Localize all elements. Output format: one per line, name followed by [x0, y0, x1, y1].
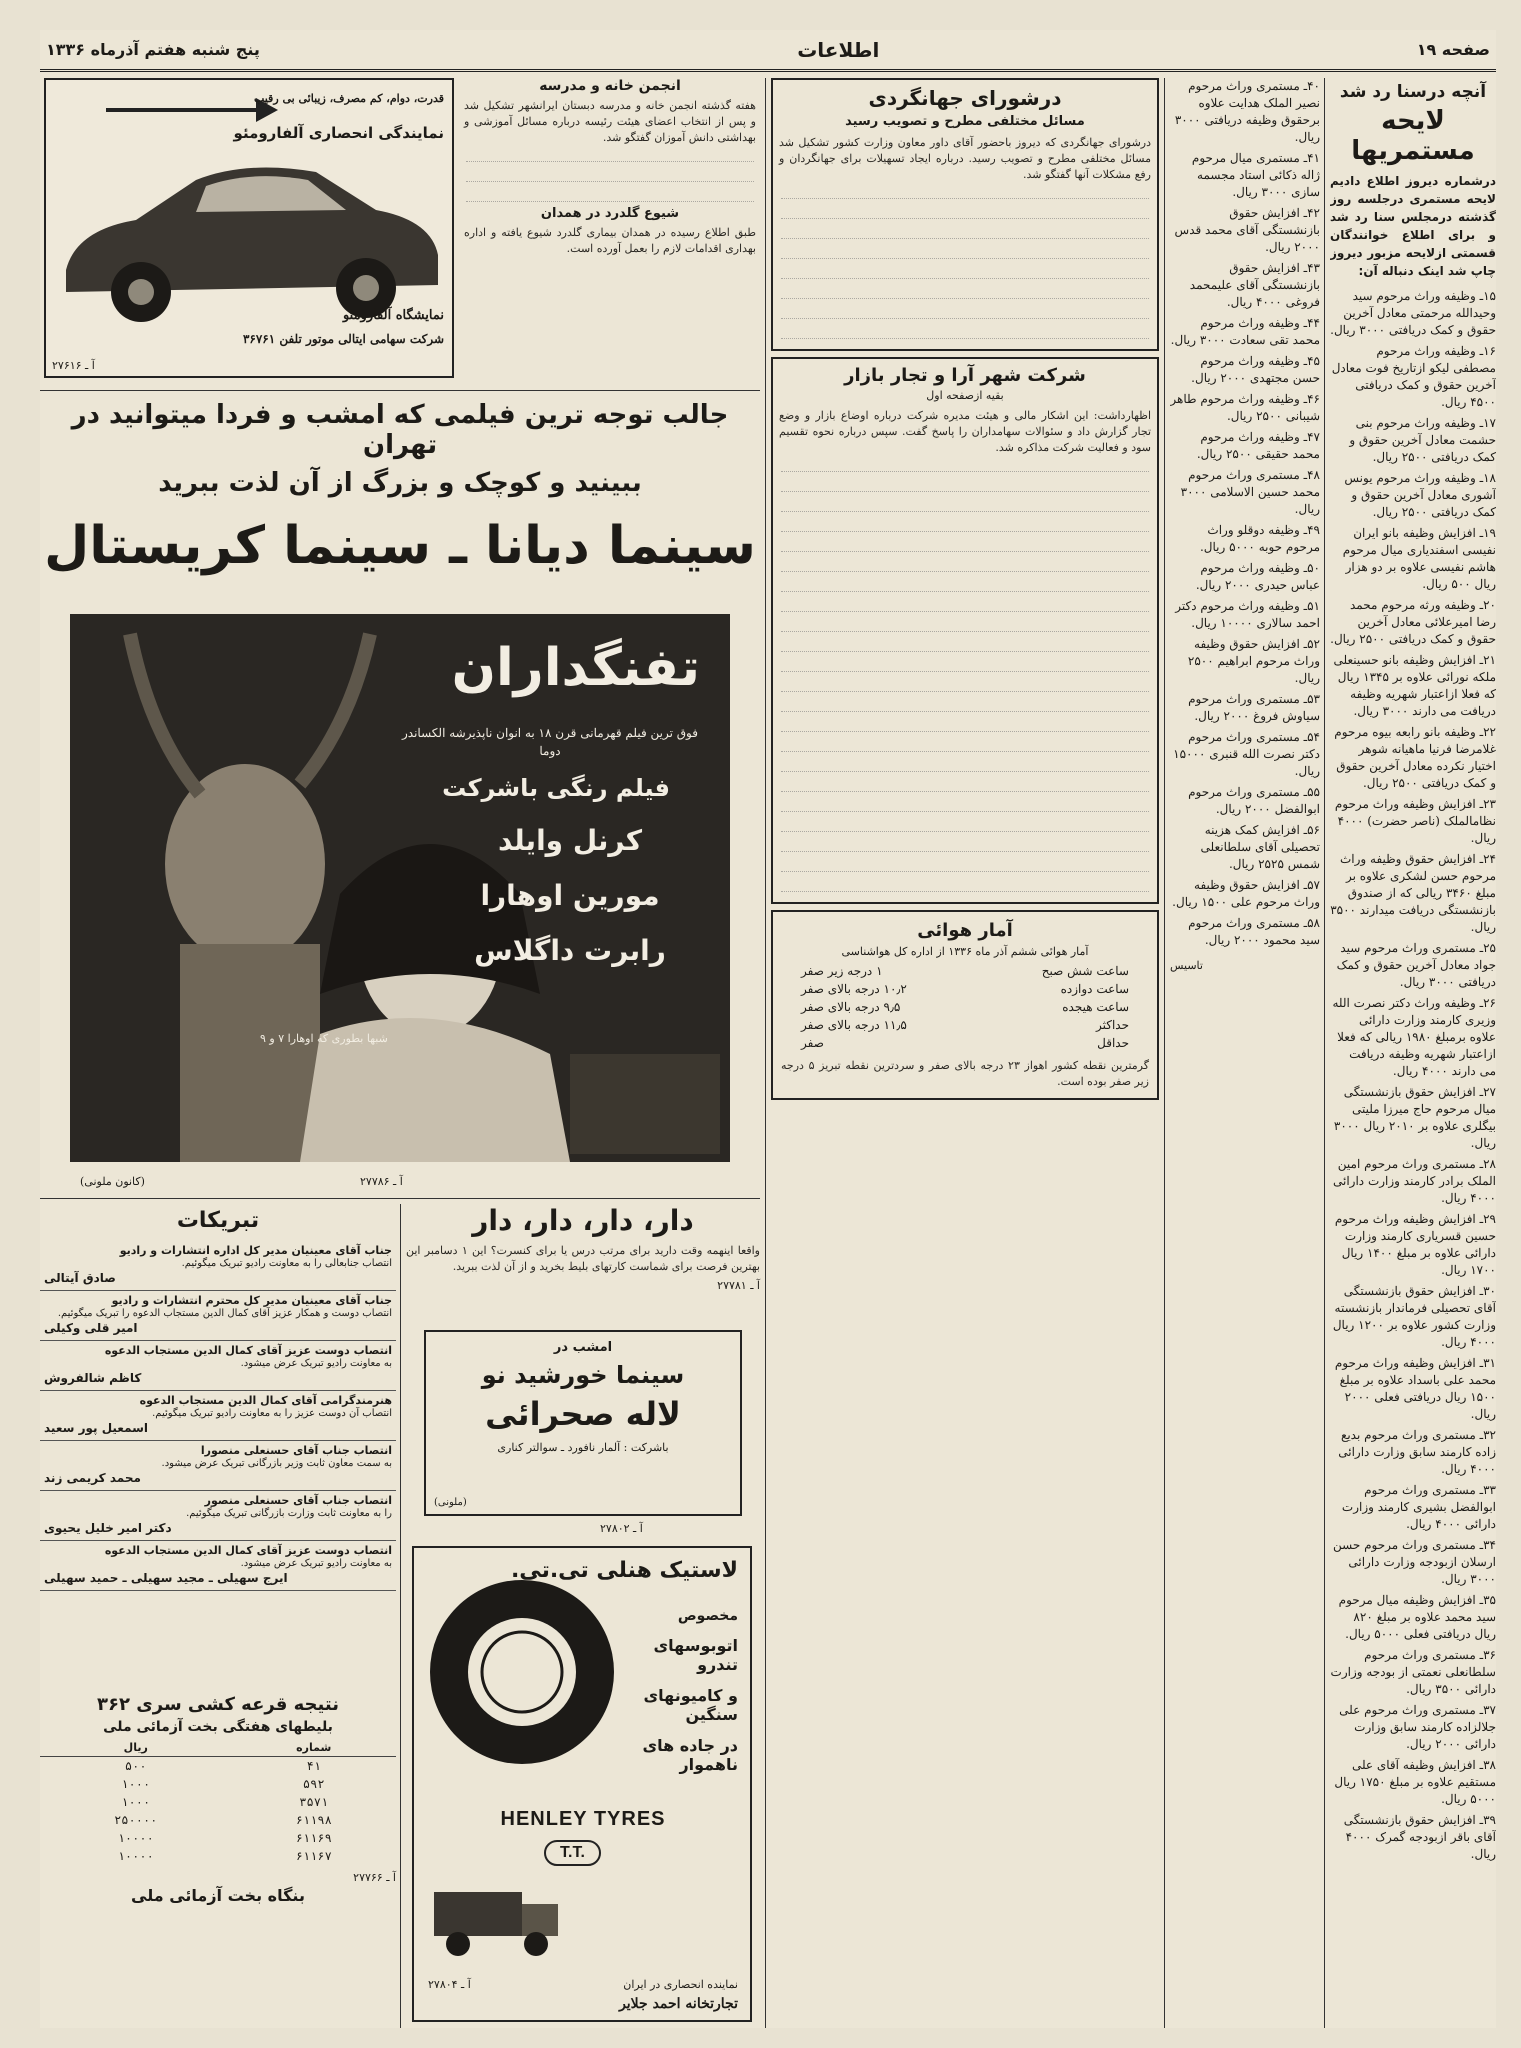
pension-footer: تاسیس [1170, 959, 1203, 972]
congrats-head: انتصاب جناب آقای حسنعلی منصورا [200, 1444, 392, 1457]
congrats-sign: دکتر امیر خلیل یحیوی [44, 1521, 172, 1535]
tyre-line: اتوبوسهای تندرو [653, 1636, 738, 1674]
column-rule [400, 1204, 401, 2028]
pension-item: ۳۷ـ مستمری وراث مرحوم علی جلالزاده کارمند سابق وزارت دارائی ۲۰۰۰ ریال. [1339, 1703, 1496, 1751]
congrats-body: را به معاونت ثابت وزارت بازرگانی تبریک میگوئیم. [186, 1508, 392, 1519]
pension-item: ۵۳ـ مستمری وراث مرحوم سیاوش فروغ ۲۰۰۰ ریال. [1188, 692, 1320, 723]
text-line-filler [781, 676, 1149, 692]
text-line-filler [781, 836, 1149, 852]
pension-lead: درشماره دیروز اطلاع دادیم لایحه مستمری درجلسه روز گذشته درمجلس سنا رد شد و برای اطلاع خوانندگان قسمتی ازلایحه مزبور دیروز چاپ شد اینک دنباله آن: [1330, 174, 1496, 278]
battle-scene [570, 1054, 720, 1154]
lottery-code: آ ـ ۲۷۷۶۶ [353, 1871, 396, 1884]
assoc-body: هفته گذشته انجمن خانه و مدرسه دبستان ایرانشهر تشکیل شد و پس از انتخاب اعضای هیئت رئیسه درباره مسائل آموزشی و بهداشتی دانش آموزان گفتگو شد. [464, 99, 756, 144]
pension-item: ۴۰ـ مستمری وراث مرحوم نصیر الملک هدایت علاوه برحقوق وظیفه دریافتی ۳۰۰۰ ریال. [1174, 79, 1320, 144]
congrats-head: انتصاب دوست عزیز آقای کمال الدین مستجاب الدعوه [104, 1344, 392, 1357]
car-dealer: نمایندگی انحصاری آلفارومئو [233, 124, 444, 142]
page-header [40, 30, 1496, 72]
text-line-filler [781, 243, 1149, 259]
weather-value: ۹٫۵ درجه بالای صفر [801, 1000, 901, 1014]
text-line-filler [466, 146, 754, 162]
khorshid-cinema: سینما خورشید نو [481, 1361, 685, 1389]
pension-item: ۵۴ـ مستمری وراث مرحوم دکتر نصرت الله قنبری ۱۵۰۰۰ ریال. [1173, 730, 1320, 778]
text-line-filler [781, 876, 1149, 892]
lottery-box [40, 1694, 396, 2024]
lottery-row [40, 1811, 396, 1829]
text-line-filler [781, 536, 1149, 552]
text-line-filler [781, 263, 1149, 279]
pension-item: ۳۸ـ افزایش وظیفه آقای علی مستقیم علاوه بر مبلغ ۱۷۵۰ ریال ۵۰۰۰ ریال. [1334, 1758, 1496, 1806]
cinema-studio: (کانون ملونی) [80, 1175, 145, 1188]
dar-code: آ ـ ۲۷۷۸۱ [717, 1279, 760, 1292]
lottery-row [40, 1793, 396, 1811]
congrats-head: انتصاب جناب آقای حسنعلی منصور [204, 1494, 392, 1507]
pension-item: ۲۳ـ افزایش وظیفه وراث مرحوم نظامالملک (ناصر حضرت) ۴۰۰۰ ریال. [1334, 797, 1496, 845]
pension-column-continued [1170, 78, 1320, 2028]
khorshid-film: لاله صحرائی [485, 1395, 681, 1433]
issue-date: پنج شنبه هفتم آذرماه ۱۳۳۶ [46, 40, 260, 59]
text-line-filler [781, 303, 1149, 319]
market-subtitle: بقیه ازصفحه اول [926, 389, 1004, 402]
film-schedule: شبها بطوری که اوهارا ۷ و ۹ [260, 1032, 388, 1045]
pension-item: ۲۷ـ افزایش حقوق بازنشستگی میال مرحوم حاج میرزا ملیتی بیگلری علاوه بر ۲۰۱۰ ریال ۳۰۰۰ ریال. [1333, 1085, 1496, 1150]
tyre-lines [608, 1608, 738, 1786]
car-ad-code: آ ـ ۲۷۶۱۶ [52, 359, 95, 372]
left-top-section [40, 78, 760, 388]
text-line-filler [781, 223, 1149, 239]
cinema-venues: سینما دیانا ـ سینما کریستال [44, 516, 756, 576]
lottery-table [40, 1739, 396, 1865]
lottery-cell: ۵۰۰ [124, 1759, 147, 1773]
car-hub [353, 275, 379, 301]
pension-item: ۴۴ـ وظیفه وراث مرحوم محمد تقی سعادت ۳۰۰۰ ریال. [1170, 316, 1320, 347]
lottery-cell: ۵۹۲ [302, 1777, 325, 1791]
congrats-entry [40, 1391, 396, 1441]
text-line-filler [781, 516, 1149, 532]
lottery-row [40, 1847, 396, 1865]
text-line-filler [781, 656, 1149, 672]
khorshid-tonight: امشب در [553, 1340, 613, 1355]
text-line-filler [781, 776, 1149, 792]
weather-label: حداقل [1097, 1036, 1129, 1050]
text-line-filler [781, 736, 1149, 752]
cinema-headline-1: جالب توجه ترین فیلمی که امشب و فردا میتوانید در تهران [71, 400, 729, 460]
pension-item: ۴۷ـ وظیفه وراث مرحوم محمد حقیقی ۲۵۰۰ ریال. [1196, 430, 1320, 461]
cinema-ad [40, 396, 760, 1196]
text-line-filler [781, 283, 1149, 299]
congrats-body: انتصاب آن دوست عزیز را به معاونت رادیو تبریک میگوئیم. [152, 1408, 392, 1419]
market-article [771, 357, 1159, 904]
congrats-entry [40, 1541, 396, 1591]
lottery-cell: ۴۱ [306, 1759, 321, 1773]
news-column [771, 78, 1159, 2028]
pension-list-continued [1170, 78, 1320, 949]
pension-item: ۴۳ـ افزایش حقوق بازنشستگی آقای علیمحمد فروغی ۴۰۰۰ ریال. [1189, 261, 1320, 309]
pension-item: ۲۰ـ وظیفه ورثه مرحوم محمد رضا امیرعلائی معادل آخرین حقوق و کمک دریافتی ۲۵۰۰ ریال. [1330, 598, 1496, 646]
lottery-cell: ۱۰۰۰۰ [117, 1831, 154, 1845]
weather-row [781, 1016, 1149, 1034]
car-company: شرکت سهامی ایتالی موتور تلفن ۳۶۷۶۱ [242, 332, 444, 346]
text-line-filler [781, 756, 1149, 772]
lottery-cell: ۶۱۱۶۷ [295, 1849, 332, 1863]
pension-item: ۳۴ـ مستمری وراث مرحوم حسن ارسلان ازبودجه وزارت دارائی ۳۰۰۰ ریال. [1333, 1538, 1496, 1586]
congrats-list [40, 1241, 396, 1591]
lottery-cell: ۱۰۰۰ [121, 1777, 151, 1791]
congrats-body: انتصاب دوست و همکار عزیز آقای کمال الدین مستجاب الدعوه را تبریک میگوئیم. [57, 1308, 392, 1319]
henley-tyre-ad [412, 1546, 752, 2022]
tyre-icon [422, 1572, 622, 1772]
text-line-filler [781, 496, 1149, 512]
khorshid-code: آ ـ ۲۷۸۰۲ [600, 1522, 643, 1535]
world-tourism-subtitle: مسائل مختلفی مطرح و تصویب رسید [845, 114, 1085, 129]
pension-list [1330, 288, 1496, 1863]
pension-item: ۱۶ـ وظیفه وراث مرحوم مصطفی لیکو ازتاریخ فوت معادل آخرین حقوق و کمک دریافتی ۴۵۰۰ ریال. [1331, 344, 1496, 409]
tyre-brand-fa: لاستیک هنلی تی.تی. [510, 1558, 738, 1583]
tyre-agent: تجارتخانه احمد جلایر [619, 1996, 738, 2012]
pension-item: ۵۱ـ وظیفه وراث مرحوم دکتر احمد سالاری ۱۰۰۰۰ ریال. [1175, 599, 1320, 630]
weather-title: آمار هوائی [917, 920, 1013, 941]
disease-body: طبق اطلاع رسیده در همدان بیماری گلدرد شیوع یافته و اداره بهداری اقدامات لازم را بعمل آورده است. [464, 226, 756, 255]
pension-item: ۴۹ـ وظیفه دوقلو وراث مرحوم حوبه ۵۰۰۰ ریال. [1199, 523, 1320, 554]
pension-column [1330, 78, 1496, 2028]
pension-item: ۵۷ـ افزایش حقوق وظیفه وراث مرحوم علی ۱۵۰۰ ریال. [1172, 878, 1320, 909]
film-format: فیلم رنگی باشرکت [442, 774, 670, 802]
pension-item: ۱۷ـ وظیفه وراث مرحوم بنی حشمت معادل آخرین حقوق و کمک دریافتی ۲۵۰۰ ریال. [1349, 416, 1496, 464]
weather-row [781, 998, 1149, 1016]
text-line-filler [466, 166, 754, 182]
text-line-filler [781, 596, 1149, 612]
text-line-filler [781, 636, 1149, 652]
khorshid-cinema-ad [424, 1330, 742, 1516]
khorshid-studio: (ملونی) [434, 1497, 467, 1508]
tyre-logo: T.T. [544, 1840, 601, 1866]
lottery-col-header: شماره [232, 1739, 397, 1757]
weather-row [781, 962, 1149, 980]
cast-member: مورین اوهارا [480, 879, 660, 912]
actor-body [180, 944, 320, 1162]
actor-face [165, 764, 325, 964]
text-line-filler [781, 323, 1149, 339]
text-line-filler [781, 556, 1149, 572]
pension-item: ۴۲ـ افزایش حقوق بازنشستگی آقای محمد قدس ۲۰۰۰ ریال. [1174, 206, 1320, 254]
pension-item: ۲۱ـ افزایش وظیفه بانو حسینعلی ملکه نورائی علاوه بر ۱۳۴۵ ریال که فعلا ازاعتبار شهریه وظیفه دریافت می دارند ۳۰۰۰ ریال. [1333, 653, 1496, 718]
congrats-column [40, 1204, 396, 1684]
car-hub [128, 279, 154, 305]
pension-item: ۲۵ـ مستمری وراث مرحوم سید جواد معادل آخرین حقوق و کمک دریافتی ۳۰۰۰ ریال. [1336, 941, 1496, 989]
dar-ad [406, 1204, 760, 1318]
weather-label: ساعت شش صبح [1041, 964, 1129, 978]
lottery-cell: ۱۰۰۰۰ [117, 1849, 154, 1863]
weather-value: ۱ درجه زیر صفر [801, 964, 883, 978]
newspaper-page [40, 30, 1496, 2028]
weather-label: ساعت هیجده [1062, 1000, 1129, 1014]
film-poster [70, 614, 730, 1162]
world-tourism-title: درشورای جهانگردی [868, 86, 1062, 110]
pension-item: ۳۹ـ افزایش حقوق بازنشستگی آقای باقر ازبودجه گمرک ۴۰۰۰ ریال. [1343, 1813, 1496, 1861]
lottery-cell: ۶۱۱۶۹ [295, 1831, 332, 1845]
text-line-filler [781, 456, 1149, 472]
dar-body: واقعا اینهمه وقت دارید برای مرتب درس یا برای کنسرت؟ این ۱ دسامبر این بهترین فرصت برای شماست کارتهای بلیط بخرید و از آن لذت ببرید. [406, 1244, 760, 1273]
text-line-filler [781, 576, 1149, 592]
text-line-filler [781, 696, 1149, 712]
assoc-title: انجمن خانه و مدرسه [539, 78, 681, 94]
lottery-cell: ۳۵۷۱ [299, 1795, 329, 1809]
congrats-head: جناب آقای معینیان مدیر کل محترم انتشارات و رادیو [111, 1294, 392, 1307]
tyre-line: و کامیونهای سنگین [643, 1686, 738, 1724]
pension-item: ۵۰ـ وظیفه وراث مرحوم عباس حیدری ۲۰۰۰ ریال. [1195, 561, 1320, 592]
pension-item: ۲۴ـ افزایش حقوق وظیفه وراث مرحوم حسن لشکری علاوه بر مبلغ ۳۴۶۰ ریالی که از صندوق بازنشستگی دریافت میدارند ۳۵۰۰ ریال. [1330, 852, 1496, 934]
weather-value: ۱۰٫۲ درجه بالای صفر [801, 982, 907, 996]
section-rule [40, 1198, 760, 1199]
pension-item: ۲۸ـ مستمری وراث مرحوم امین الملک برادر کارمند وزارت دارائی ۴۰۰۰ ریال. [1332, 1157, 1496, 1205]
tyre-brand-en: HENLEY TYRES [500, 1808, 666, 1830]
khorshid-cast: باشرکت : آلمار نافورد ـ سوالتر کناری [497, 1441, 669, 1454]
pension-item: ۳۶ـ مستمری وراث مرحوم سلطانعلی نعمتی از بودجه وزارت دارائی ۳۵۰۰ ریال. [1330, 1648, 1496, 1696]
pension-item: ۱۸ـ وظیفه وراث مرحوم یونس آشوری معادل آخرین حقوق و کمک دریافتی ۲۵۰۰ ریال. [1344, 471, 1496, 519]
tyre-line: مخصوص [677, 1608, 738, 1624]
congrats-entry [40, 1291, 396, 1341]
text-line-filler [781, 716, 1149, 732]
congrats-head: انتصاب دوست عزیز آقای کمال الدین مستجاب الدعوه [104, 1544, 392, 1557]
weather-note: گرمترین نقطه کشور اهواز ۲۳ درجه بالای صفر و سردترین نقطه تبریز ۵ درجه زیر صفر بوده است. [781, 1059, 1149, 1088]
pension-item: ۴۶ـ وظیفه وراث مرحوم طاهر شیبانی ۲۵۰۰ ریال. [1170, 392, 1320, 423]
pension-item: ۵۸ـ مستمری وراث مرحوم سید محمود ۲۰۰۰ ریال. [1188, 916, 1320, 947]
pension-item: ۴۱ـ مستمری میال مرحوم ژاله ذکائی استاد مجسمه سازی ۳۰۰۰ ریال. [1191, 151, 1320, 199]
weather-value: ۱۱٫۵ درجه بالای صفر [801, 1018, 907, 1032]
congrats-body: به معاونت رادیو تبریک عرض میشود. [240, 1358, 392, 1369]
text-line-filler [781, 203, 1149, 219]
weather-label: ساعت دوازده [1060, 982, 1129, 996]
cast-list [450, 824, 690, 989]
congrats-sign: کاظم شالفروش [44, 1371, 142, 1385]
congrats-sign: امیر قلی وکیلی [44, 1321, 138, 1335]
weather-value: صفر [801, 1036, 824, 1050]
tyre-code: آ ـ ۲۷۸۰۴ [428, 1978, 471, 1991]
pension-kicker: آنچه درسنا رد شد [1339, 82, 1487, 102]
congrats-title: تبریکات [176, 1208, 260, 1233]
pension-item: ۱۵ـ وظیفه وراث مرحوم سید وحیدالله مرحمتی معادل آخرین حقوق و کمک دریافتی ۳۰۰۰ ریال. [1330, 289, 1496, 337]
film-desc: فوق ترین فیلم قهرمانی قرن ۱۸ به انوان ناپذیرشه الکساندر دوما [402, 726, 698, 758]
congrats-head: جناب آقای معینیان مدیر کل اداره انتشارات و رادیو [119, 1244, 392, 1257]
lottery-row [40, 1775, 396, 1793]
truck-icon [424, 1874, 574, 1964]
weather-row [781, 1034, 1149, 1052]
pension-title: لایحه مستمریها [1351, 106, 1475, 166]
lottery-subtitle: بلیطهای هفتگی بخت آزمائی ملی [103, 1719, 333, 1735]
pension-item: ۳۲ـ مستمری وراث مرحوم بدیع زاده کارمند سابق وزارت دارائی ۴۰۰۰ ریال. [1338, 1428, 1496, 1476]
text-line-filler [781, 616, 1149, 632]
pension-item: ۲۶ـ وظیفه وراث دکتر نصرت الله وزیری کارمند وزارت دارائی علاوه برمبلغ ۱۹۸۰ ریالی که فعلا ازاعتبار شهریه وظیفه دریافت می دارند ۴۰۰۰ ریال. [1332, 996, 1496, 1078]
world-tourism-article [771, 78, 1159, 351]
pension-item: ۳۰ـ افزایش حقوق بازنشستگی آقای تحصیلی فرماندار بازنشسته وزارت کشور علاوه بر ۱۲۰۰ ریال ۴۰۰۰ ریال. [1332, 1284, 1496, 1349]
dar-title: دار، دار، دار، دار [472, 1204, 694, 1237]
paper-name: اطلاعات [797, 37, 880, 62]
section-rule [40, 390, 760, 391]
weather-box [771, 910, 1159, 1100]
congrats-body: انتصاب جنابعالی را به معاونت رادیو تبریک میگوئیم. [181, 1258, 392, 1269]
pension-item: ۳۵ـ افزایش وظیفه میال مرحوم سید محمد علاوه بر مبلغ ۸۲۰ ریال دریافتی فعلی ۵۰۰۰ ریال. [1338, 1593, 1496, 1641]
column-rule [1164, 78, 1165, 2028]
congrats-sign: اسمعیل پور سعید [44, 1421, 149, 1435]
pension-item: ۳۱ـ افزایش وظیفه وراث مرحوم محمد علی باسداد علاوه بر مبلغ ۱۵۰۰ ریال دریافتی فعلی ۲۰۰۰ ریال. [1334, 1356, 1496, 1421]
congrats-sign: ایرج سهیلی ـ مجید سهیلی ـ حمید سهیلی [44, 1571, 288, 1585]
weather-label: حداکثر [1095, 1018, 1129, 1032]
congrats-entry [40, 1491, 396, 1541]
lottery-cell: ۲۵۰۰۰۰ [114, 1813, 158, 1827]
pension-item: ۴۵ـ وظیفه وراث مرحوم حسن مجتهدی ۲۰۰۰ ریال. [1191, 354, 1320, 385]
congrats-body: به سمت معاون ثابت وزیر بازرگانی تبریک عرض میشود. [161, 1458, 392, 1469]
pension-item: ۲۲ـ وظیفه بانو رابعه بیوه مرحوم غلامرضا فرنیا ماهیانه شوهر اختیار نکرده معادل آخرین حقوق و کمک دریافتی ۲۵۰۰ ریال. [1334, 725, 1496, 790]
market-body: اظهارداشت: این اشکار مالی و هیئت مدیره شرکت درباره اوضاع بازار و وضع تجار گزارش داد و سئوالات سهامداران را پاسخ گفت. سپس درباره نحوه تقسیم سود و فعالیت شرکت مذاکره شد. [779, 409, 1151, 454]
text-line-filler [781, 476, 1149, 492]
column-rule [765, 78, 766, 2028]
cast-member: رابرت داگلاس [474, 934, 666, 967]
text-line-filler [781, 796, 1149, 812]
text-line-filler [781, 856, 1149, 872]
pension-item: ۵۶ـ افزایش کمک هزینه تحصیلی آقای سلطانعلی شمس ۲۵۲۵ ریال. [1200, 823, 1320, 871]
congrats-body: به معاونت رادیو تبریک عرض میشود. [240, 1558, 392, 1569]
text-line-filler [781, 816, 1149, 832]
congrats-sign: محمد کریمی زند [44, 1471, 141, 1485]
tyre-line: در جاده های ناهموار [642, 1736, 738, 1774]
lottery-footer: بنگاه بخت آزمائی ملی [131, 1886, 305, 1905]
lottery-row [40, 1757, 396, 1776]
pension-item: ۵۵ـ مستمری وراث مرحوم ابوالفضل ۲۰۰۰ ریال. [1188, 785, 1320, 816]
lottery-cell: ۱۰۰۰ [121, 1795, 151, 1809]
text-line-filler [781, 183, 1149, 199]
pension-item: ۲۹ـ افزایش وظیفه وراث مرحوم حسین قسریاری کارمند وزارت دارائی علاوه بر مبلغ ۱۴۰۰ ریال ۱۷۰۰ ریال. [1334, 1212, 1496, 1277]
text-line-filler [466, 186, 754, 202]
congrats-head: هنرمندگرامی آقای کمال الدین مستجاب الدعوه [139, 1394, 392, 1407]
tyre-rep: نماینده انحصاری در ایران [623, 1978, 738, 1991]
car-brand: نمایشگاه آلفارومئو [342, 308, 444, 323]
lottery-col-header: ریال [40, 1739, 232, 1757]
pension-item: ۵۲ـ افزایش حقوق وظیفه وراث مرحوم ابراهیم ۲۵۰۰ ریال. [1187, 637, 1320, 685]
lottery-row [40, 1829, 396, 1847]
market-title: شرکت شهر آرا و تجار بازار [844, 365, 1086, 386]
lottery-cell: ۶۱۱۹۸ [295, 1813, 332, 1827]
weather-subtitle: آمار هوائی ششم آذر ماه ۱۳۳۶ از اداره کل هواشناسی [841, 945, 1089, 958]
car-tagline: قدرت، دوام، کم مصرف، زیبائی بی رقیب [253, 92, 444, 105]
cinema-code: آ ـ ۲۷۷۸۶ [360, 1175, 403, 1188]
pension-item: ۳۳ـ مستمری وراث مرحوم ابوالفضل بشیری کارمند وزارت دارائی ۴۰۰۰ ریال. [1341, 1483, 1496, 1531]
pension-item: ۴۸ـ مستمری وراث مرحوم محمد حسین الاسلامی ۳۰۰۰ ریال. [1180, 468, 1320, 516]
film-title: تفنگداران [451, 638, 700, 698]
short-news [464, 78, 756, 378]
cast-member: کرنل وایلد [497, 824, 643, 857]
congrats-entry [40, 1241, 396, 1291]
lottery-title: نتیجه قرعه کشی سری ۳۶۲ [97, 1694, 339, 1715]
congrats-sign: صادق آیتالی [44, 1271, 116, 1285]
page-number: صفحه ۱۹ [1416, 40, 1490, 59]
world-tourism-body: درشورای جهانگردی که دیروز باحضور آقای داور معاون وزارت کشور تشکیل شد مسائل مختلفی مطرح و تصویب رسید. درباره ایجاد تسهیلات برای جهانگردان و رفع مشکلات آنها گفتگو شد. [779, 136, 1151, 181]
congrats-entry [40, 1341, 396, 1391]
weather-row [781, 980, 1149, 998]
pension-item: ۱۹ـ افزایش وظیفه بانو ایران نفیسی اسفندیاری میال مرحوم هاشم نفیسی علاوه بر دو هزار ریال ۵۰۰ ریال. [1342, 526, 1496, 591]
cinema-headline-2: ببینید و کوچک و بزرگ از آن لذت ببرید [158, 468, 642, 498]
car-ad [44, 78, 454, 378]
congrats-entry [40, 1441, 396, 1491]
column-rule [1324, 78, 1325, 2028]
disease-title: شیوع گلدرد در همدان [540, 206, 680, 221]
weather-table [781, 962, 1149, 1052]
